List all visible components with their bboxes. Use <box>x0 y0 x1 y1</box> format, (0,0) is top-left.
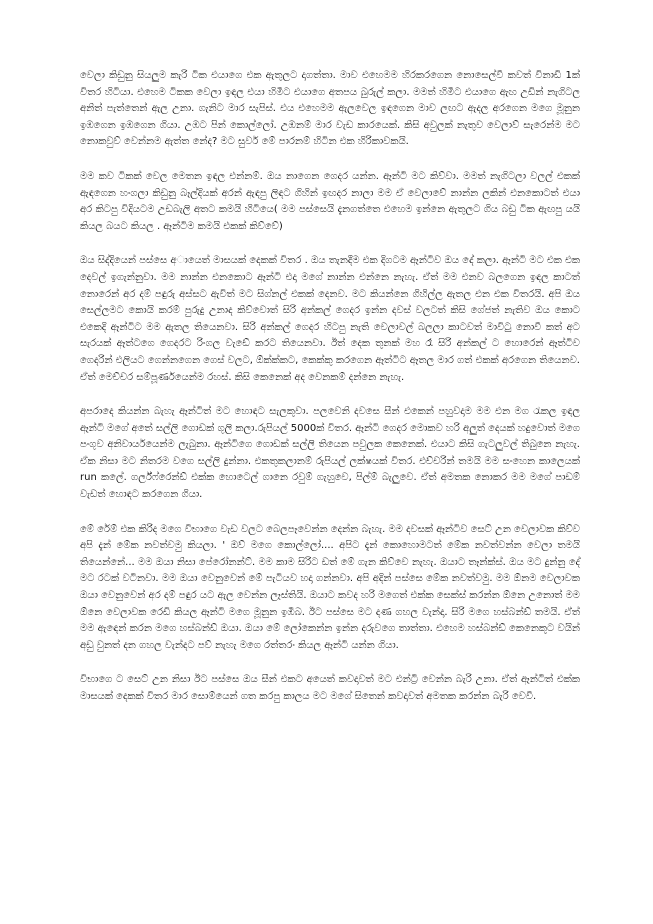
paragraph-5: මේ රේම් එක කිරිද මගෙ විභාගෙ වැඩ වලට බෙලපෑවෙන්න දෙන්න බැහැ. මම දවසක් ඈන්ටිව සෙට් උන වෙලාවක කිව්ව අපි දැන් මේක නවත්වමු කියලා. ' ඔව් මගෙ කොල්ලෝ.... අපිට දැන් කොහොමටත් මේක නවත්වන්න වෙලා තමයි තියෙන්නේ... මම ඔයා නිසා පේරෝනන්ට්. මම කාම සිරිට ඩත් මේ ගැන කිව්වෙ නැහැ. ඔයාට තෑන්ක්ස්. ඔය මට දුන්නු දේ මට රටක් වටිනවා. මම ඔයා වෙනුවෙන් මේ පැටියව හදා ගන්නවා. අපි අදින් පස්සෙ මේක නවත්වමු. මම ඕනම වෙලාවක ඔයා වෙනුවෙන් අර දම් පඳුර යට ඇල වෙන්න ලෑස්තියි. ඔයාට කවද හරි මගෙත් එක්ක සෙක්ස් කරන්න ඕනෙ උනොත් මම ඕනෙ වෙලාවක රෙඩි කියල ඈන්ටි මගෙ මූනුන ඉඹීබ. ඊට පස්සෙ මට දණ ගහල වැන්දා. සිරි මගෙ හස්බන්ඩ් තමයි. ඒත් මම ඇඳෙන් කරන මගෙ හස්බන්ඩ් ඔයා. ඔයා මේ ලෝකෙන්න ඉන්න දරුවගෙ තාත්තා. එහෙම හස්බන්ඩ් කෙනෙකුට වයින් අඩු වුනත් දන ගහල වැන්දට පව් නැහැ මගෙ රත්තරං කියල ඈන්ටි යන්න ගියා. <box>80 523 580 651</box>
paragraph-3: ඔය සිද්දියෙන් පස්සෙ අායෙත් මාසයක් දෙකක් විතර . ඔය තැනදීම එක දිගටම ඈන්ටිව ඔය දේ කලා. ඈන්ටි මට එක එක දෙවල් ඉගැන්නුවා. මම නාන්න එනකොට ඈන්ටි එදා මගේ නාන්න එන්නෙ නැහැ. ඒත් මම එනව බලගෙන ඉඳල කාටත් නොරෙන් අර දම් පඳුරු අස්සට ඇවිත් මට සිග්නල් එකක් දෙනව. මට කියන්නෙ ගිහිල්ල ඇතල එන එක විතරයි. අපි ඔය සෙල්ලමට කොයි කරම් පුරුදු උනාද කිව්වොත් සිරි අන්කල් ගෙදර ඉන්න දවස් වලටත් කිසි ගේජත් නැතිව ඔය කොට එකෙදි ඈන්ටිට මම ඇතල තියෙනවා. සිරි අන්කල් ගෙදර හිටපු නැති වෙලාවල් බලලා කාටවත් මාවිටු නොවී කත් අට සැරයක් ඈත්ටගෙ ගෙදරට රිංගල වැඩේ කරට තියෙනවා. ඊත් දෙක තුනක් මහ රෑ සිරි අන්කල් ට හොරෙන් ඈත්ටිව ගෙදරින් එලියට ගෙන්නගෙන ගෙස් වලට, ඕක්ක්කට, කෙක්කු කරගෙන ඈත්ටිට ඈතල මාර ගත් එකක් අරගෙන තියෙනව. ඒත් මෙච්චර සම්පූර්ණයෙන්ම රහස්. කිසි කෙනෙක් අද වෙනකම් දන්නෙ නැහැ. <box>80 255 580 383</box>
paragraph-1: වෙලා කිඩුනු සියලුම කැරි ටික එයාගෙ එක ඇතුලට දාගත්තා. මාව එහෙමම හිරකරගෙන නොසෙල්වී කවත් විනාඩි 1ක් විතර හිටියා. එහෙම ටිකක වෙලා ඉඳල එයා හිමීට එයාගෙ අතපය බුරුල් කලා. මමත් හිමීට එයාගෙ ඇඟ උඩින් නැගිටල අනිත් පැත්තෙන් ඇල උනා. ගැනිට මාර සැපිස්. එය එහෙමම ඇලවෙල ඉඳගෙන මාව ලඟට ඇදල අරගෙන මගෙ මූනුන ඉඹගෙන ඉඹගෙන ගියා. උඹට පින් කොල්ලෝ. උඹනම් මාර වැඩ කාරයෙක්. කිසි අවුලක් නැතුව වෙලාව් සැරෙන්ම මට නොකවුව් වෙන්නම ඇත්ත නේද? මට සුවර් මේ පාරනම් හිටින එක හිරිකාවකයි. <box>80 70 580 148</box>
paragraph-6: විභාගෙ ට සෙට් උන නිසා ඊට පස්සෙ ඔය සීන් එකට අයෙත් කවදාවත් මට එන්ට්‍රි වෙන්න බැරි උනා. ඒත් ඈන්ටිත් එක්ක මාසයක් දෙකක් විතර මාර සොම්යෙන් ගත කරපු කාලය මට මගේ සිතෙන් කවදාවත් අමතක කරන්න බැරි වෙවී. <box>80 674 580 702</box>
paragraph-2: මම කව ටිකක් වෙල මෙතන ඉඳල එන්නම්. ඔය නාගෙන ගෙදර යන්න. ඈන්ටි මට කිව්වා. මමත් නැගිටලා වලල් එකක් ඇඳගෙන හංගලා කිඩුනු බෑල්දියක් අරන් ඇඳපු ලිඳට ගිහින් ඉඟදර නාලා මම ඒ වෙලාවේ නාන්න ලකින් එනකොටත් එයා අර කිටපු විදියටම උඩබැලි අතට කමයි හිටියෙ( මම පස්සෙයි දැනගත්තෙ එහෙම ඉන්නෙ ඇතුලට ගිය බඩු ටික ඇඟපු යයි කියල බයට කියල . ඈන්ටිම කමයි එකක් කිව්වේ) <box>80 170 580 232</box>
document-page <box>80 68 580 724</box>
paragraph-4: අපරාදෙ කියන්න බැහැ ඈන්ටිත් මට හොඳට සැලකුවා. පලවෙනි දවසෙ සීන් එකෙන් පහුවදාම මම එන මග රැකල ඉඳල ඈන්ටි මගේ අතේ සල්ලි ගොඩක් ගුලි කලා.රුපියල් 5000ක් විතර. ඈන්ටි ගෙදර මොකව හරි අලුත් දෙයක් හදුවොත් මගෙ පංගුව අනිවාර්යයෙන්ම ලැබුනා. ඈන්ටිගෙ ගොඩක් සල්ලි තියෙන පවුලක කෙනෙක්. එයාට කිසි ගැටලුවල් තිබුනෙ නැහැ. ඒක නිසා මට නිතරම වගෙ සල්ලි දුන්නා. එකතුකලානම් රුපියල් ලක්ෂයක් විතර. එච්චරින් තමයි මම සංහෙන කාලෙයක් run කලේ. ගර්ල්ෆ්රෙන්ඩ් එක්ක හොටෙල් ගානෙ රවුම් ගැහුවෙ, පිල්ම් බැලුවෙ. ඒත් අමතක නොකර මම මගේ පාඩම් වැඩත් හොඳට කරගෙන ගියා. <box>80 406 580 501</box>
